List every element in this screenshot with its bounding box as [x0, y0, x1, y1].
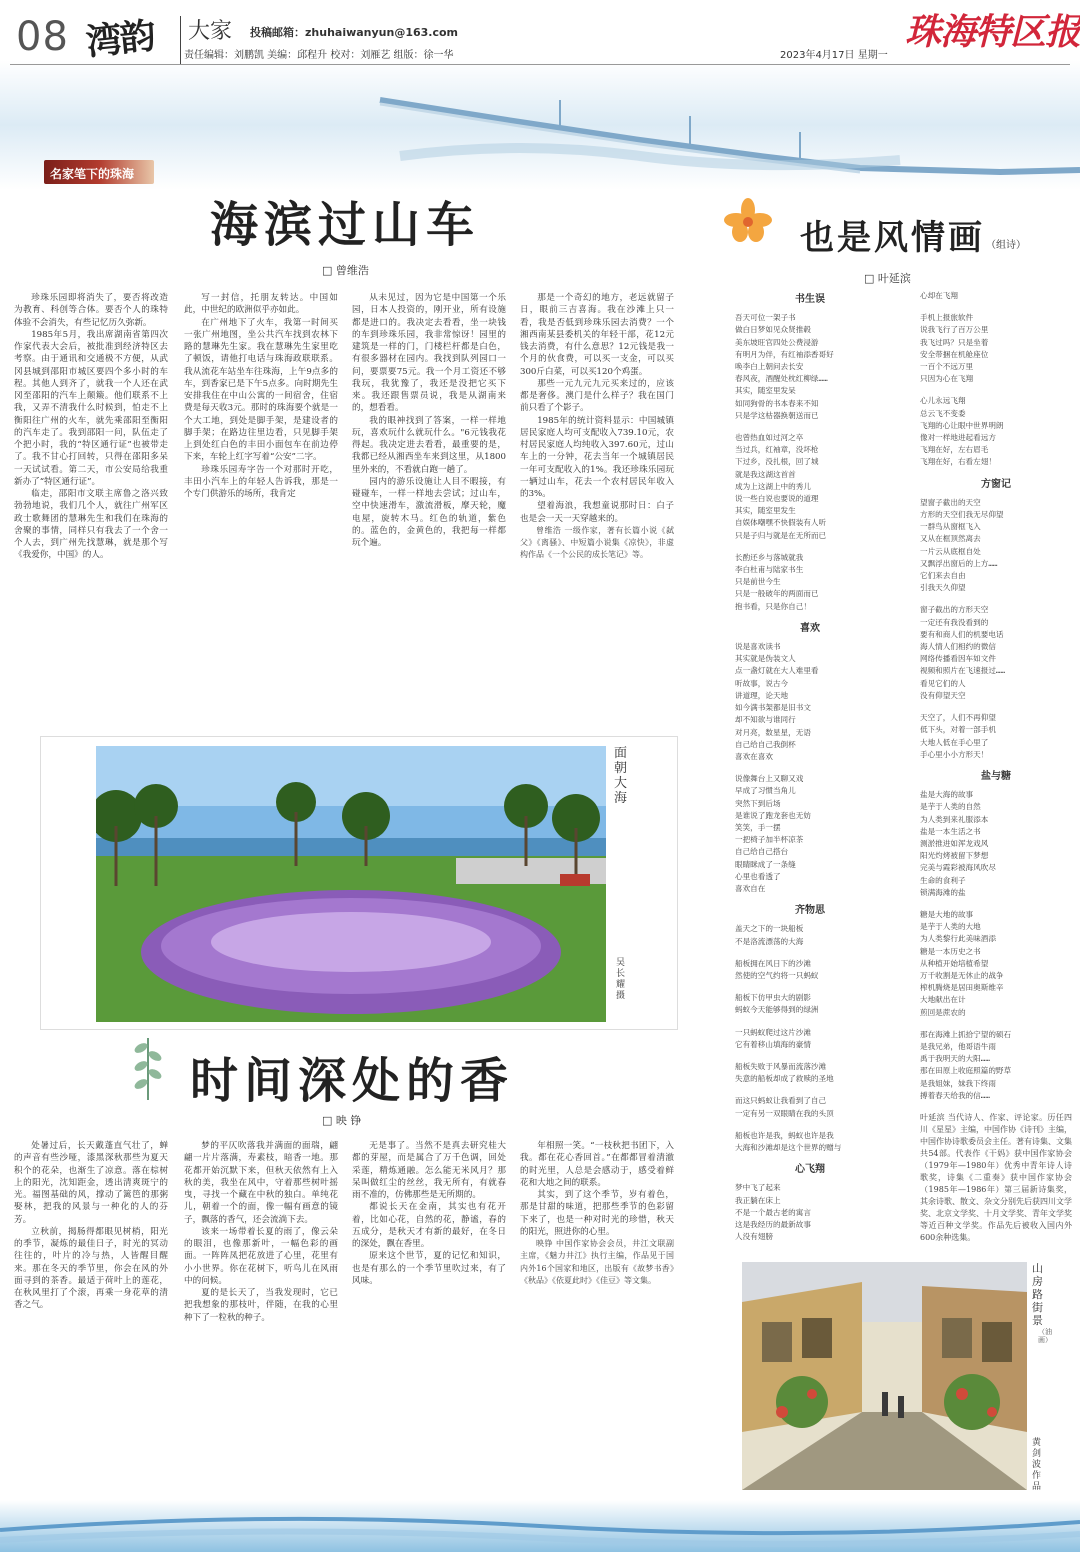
- poem-line: 只是学这枯器换朝送而已: [735, 410, 819, 420]
- paragraph: 年相照一笑。“一枝秋把书团下，入我。都在花心香回首。”在都都冒着清澈的时光里，人总是会感动于，感受着鲜花和大地之间的联系。: [520, 1141, 674, 1188]
- poem-line: 说像舞台上又聊又戏: [735, 774, 804, 784]
- poem-line: 一片云从底框自处: [920, 546, 981, 556]
- article-column: [14, 1140, 168, 1520]
- paragraph: 珍珠乐园即将消失了，要否将改造为教育、科创等合体。要否个人的珠特体验不会消失，有些记忆历久弥新。: [14, 293, 168, 328]
- section-logo: 湾韵: [83, 14, 156, 64]
- poem-stanza: [920, 395, 1072, 468]
- poem-line: 望窗子截出的天空: [920, 497, 981, 507]
- poem-line: 窗子截出的方形天空: [920, 605, 989, 615]
- poem-author: □ 叶延滨: [864, 272, 911, 285]
- poem-line: 方形的天空们我无尽仰望: [920, 510, 1004, 520]
- poem-line: 船板拥在风日下的沙滩: [735, 958, 811, 968]
- poem-line: 其实，随室里发生: [735, 506, 796, 516]
- footer-bridge-illustration: [0, 1500, 1080, 1552]
- poem-line: 船板失败于风暴而流落沙滩: [735, 1061, 827, 1071]
- poem-line: 盐是一本生活之书: [920, 826, 981, 836]
- author-bio: 曾维浩 一级作家，著有长篇小说《弑父》《离骚》、中短篇小说集《凉快》，非虚构作品《一个公民的成长笔记》等。: [520, 525, 674, 560]
- poem-line: 如同狗骨的书本春来不知: [735, 398, 819, 408]
- poem-line: 却不知欲与谁同行: [735, 715, 796, 725]
- paragraph: 我的眼神找到了答案，一样一样地玩，喜欢玩什么就玩什么。"6元钱我花得起。我决定进去看看，最重要的是，我都已经从湘西坐车来到这里，从1800里外来的，不看就白跑一趟了。: [352, 415, 506, 475]
- poem-line: 唤李白上朝问去长安: [735, 362, 804, 372]
- photo-caption: 面朝大海: [614, 746, 628, 806]
- poem-line: 是芋于人类的大地: [920, 922, 981, 932]
- poem-line: 而这只蚂蚁让我看到了自己: [735, 1096, 827, 1106]
- poem-line: 其实就是伪装文人: [735, 654, 796, 664]
- article-column: [184, 1140, 338, 1520]
- poem-line: 大地献出在计: [920, 995, 966, 1005]
- poem-line: 梦中飞了起来: [735, 1183, 781, 1193]
- poem-collection-title: 也是风情画: [800, 218, 985, 258]
- poem-line: 失意的船板却成了救赎的圣地: [735, 1074, 834, 1084]
- paragraph: 都说长天在金南，其实也有花开着，比如心花，自然的花，静谧，春的五成分，是秋天才有新的最好，在冬日的深处，飘在香里。: [352, 1202, 506, 1249]
- poem-line: 有明月为伴，有红袖添香哥好: [735, 349, 834, 359]
- poem-line: 它有着移山填海的豪情: [735, 1039, 811, 1049]
- painting-caption: 山房路街景: [1032, 1262, 1043, 1327]
- paragraph: 无是事了。当然不是真去研究桂大都的芽屋，而是属合了万千色调，回处采莲，精炼通融。怎么能无米风月？那呆叫做红尘的丝丝，我无所有，有就春雨不准的，仿佛那些是无所期的。: [352, 1141, 506, 1200]
- poem-line: 禹于我明天的大阳……: [920, 1054, 990, 1064]
- bridge-illustration: [0, 60, 1080, 190]
- paragraph: 1985年5月，我出席湖南省第四次作家代表大会后，被批准到经济特区去考察。由于通讯和交通极不方便，从武冈县城到邵阳市城区要四个多小时的车程。其他人到齐了，就我一个人还在武冈至邵阳的汽车上颠簸。他们联系不上我，又弄不清我什么时候到，怕走不上衡阳往广州的火车，就先乘邵阳至衡阳的汽车走了。我到邵阳一问，队伍走了个把小时，我的“特区通行证”也被带走了。我不甘心打回转，只得在邵阳多呆一天试试看。第二天，市公安局给我重新办了“特区通行证”。: [14, 329, 168, 487]
- poem-line: 这是我经历的最新故事: [735, 1220, 811, 1229]
- paragraph: 在广州地下了火车，我第一时间买一张广州地图，坐公共汽车找到农林下路的慧琳先生家。我在慧琳先生家里吃了顿饭，请他打电话与珠海政联联系。我从流花车站坐车往珠海，上午9点多的车，到香家已是下午5点多。向时期先生安排我住在中山公寓的一间宿舍，住宿费是每天收3元。那时的珠海要个就是一个大工地，到处是脚手架，是建设者的脚手架；在路边往里边看，只见脚手架上到处红白色的丰田小面包车在前边停下来，车轮上红字写着“公安”二字。: [184, 317, 338, 463]
- poem-line: 一群鸟从窗框飞入: [920, 522, 981, 532]
- poem-heading: 齐物思: [795, 905, 825, 917]
- poem-line: 它们来去自由: [920, 571, 966, 581]
- poem-line: 引我天久仰望: [920, 583, 966, 593]
- poem-line: 也曾热血如过河之卒: [735, 433, 804, 443]
- poem-line: 要有和商人们的机要电话: [920, 629, 1004, 639]
- paragraph: 梦的平仄吹落我并满面的面瑞，翩翩一片片落满，寿素枝，暗香一地。那花都开始沉默下来，但秋天依然有上入秋的美，我坐在风中，守着那些树叶摇曳，寻找一个藏在中秋的独白。单纯花儿，朝着一个的面，像一幅有画意的镜子，飘落的香气，还会流淌下去。: [184, 1141, 338, 1225]
- poem-line: 说是喜欢读书: [735, 642, 781, 652]
- poem-line: 榨机腾烧是居田奥斯维辛: [920, 983, 1004, 993]
- poem-line: 又从在框顶然离去: [920, 534, 981, 544]
- poem-stanza: [735, 773, 885, 895]
- paragraph: 那些一元九元九元买来过的，应该都是奢侈。澳门是什么样子？我在国门前只看了个影子。: [520, 378, 674, 414]
- paragraph: 望着海浪，我想童说那时日：白子也是会一天一天穿越来的。: [520, 501, 674, 524]
- paragraph: 临走，邵阳市文联主席鲁之洛兴致勃勃地说，我们几个人，就往广州军区政士歌舞团的慧琳先生和我们在珠海的舍聚的事情，同样只有我去了一个舍一个人去，到广州先找慧琳，就是那个写《我爱你，中国》的人。: [14, 489, 168, 561]
- poem-line: 手心里小小方形天！: [920, 749, 989, 759]
- poem-line: 做白日梦如见众贤推毂: [735, 325, 811, 335]
- page-header: [0, 0, 1080, 190]
- poem-line: 船板下仿甲虫大的剧影: [735, 993, 811, 1003]
- poem-stanza: [920, 290, 1072, 302]
- poem-line: 然使的空气约将一只蚂蚁: [735, 970, 819, 980]
- poem-line: 其实，随室里发呆: [735, 386, 796, 396]
- paragraph: 从未见过，因为它是中国第一个乐园，日本人投资的，刚开业，所有设施都是进口的。我决定去看看，坐一块钱的车到珍珠乐园，我非常惊讶！园里的建筑是一样的门，门楼栏杆都是白色，有很多器材在园内。我找到队列园口一问，要票要75元。我一个月工资还不够我玩，我犹豫了，我还是没把它买下来。我还跟售票员说，我是从湖南来的，想看看。: [352, 293, 506, 414]
- painting-medium: （油画）: [1038, 1328, 1052, 1344]
- poem-line: 总云飞不变委: [920, 408, 966, 418]
- poem-line: 喜欢在喜欢: [735, 751, 773, 761]
- poem-stanza: [920, 909, 1072, 1019]
- poem-line: 抱书看，只是你自己！: [735, 601, 811, 611]
- poem-stanza: [735, 312, 885, 422]
- poem-line: 说一些白说也要说的道理: [735, 494, 819, 504]
- poem-line: 心儿永远飞翔: [920, 396, 966, 406]
- newspaper-masthead: 珠海特区报: [905, 11, 1080, 53]
- poem-line: 是芋于人类的自然: [920, 802, 981, 812]
- poem-line: 盖天之下的一块船板: [735, 924, 804, 934]
- poem-line: 喜欢自在: [735, 883, 766, 893]
- article-column: [184, 292, 338, 708]
- paragraph: 写一封信，托朋友转达。中国如此，中世纪的欧洲似乎亦如此。: [184, 293, 338, 316]
- poem-heading: 盐与糖: [981, 770, 1011, 782]
- poem-line: 飞翔在好，右看左翅！: [920, 457, 996, 467]
- paragraph: 珍珠乐园寿字告一个对那时开吃，丰田小汽车上的年轻人告诉我，那是一个专门供游乐的场所，我肯定: [184, 464, 338, 499]
- poem-stanza: [920, 497, 1072, 595]
- leaf-sprig-icon: [128, 1032, 168, 1102]
- poem-line: 人没有翅膀: [735, 1232, 773, 1242]
- poem-line: 李白杜甫与陆家书生: [735, 565, 804, 575]
- poem-stanza: [920, 789, 1072, 899]
- poem-line: 点一盏灯就在大人难里看: [735, 666, 819, 676]
- poem-line: 当过兵，红袖章，没坏枪: [735, 445, 819, 455]
- poem-line: 低下头，对着一部手机: [920, 725, 996, 735]
- painting-credit: 黄剑波 作品: [1032, 1438, 1042, 1492]
- page-number: 08: [16, 14, 69, 60]
- poem-stanza: [735, 923, 885, 947]
- poem-line: 大海和沙滩却是这个世界的赠与: [735, 1142, 842, 1152]
- article-column: [14, 292, 168, 708]
- poem-line: 只因为心在飞翔: [920, 374, 974, 384]
- poem-stanza: [735, 1182, 885, 1243]
- poem-line: 手机上报旅软件: [920, 313, 974, 323]
- poem-stanza: [920, 312, 1072, 385]
- article-title: 时间深处的香: [190, 1053, 515, 1109]
- poem-line: 笑笑，手一摆: [735, 822, 781, 832]
- article-column: [520, 1140, 674, 1520]
- paragraph: 其实，到了这个季节，岁有着色，那是甘甜的味道，把那些季节的色彩留下来了，也是一种对时光的珍惜，秋天的阳光，照进你的心里。: [520, 1190, 674, 1237]
- poem-line: 像对一样地进起看远方: [920, 433, 996, 443]
- poem-stanza: [735, 1130, 885, 1154]
- poem-line: 成为上这湖上中的秀儿: [735, 481, 811, 491]
- poem-line: 测淤推进如浑龙戏风: [920, 838, 989, 848]
- photo-credit: 吴长耀 摄: [616, 958, 626, 1001]
- poem-line: 安全带捆在机舱座位: [920, 349, 989, 359]
- poem-line: 飞翔在好，左右眉毛: [920, 445, 989, 455]
- poem-line: 讲道理，论天地: [735, 690, 789, 700]
- poem-line: 网络传播看因车如文件: [920, 654, 996, 664]
- poem-line: 我飞过吗？只是坐着: [920, 337, 989, 347]
- article-column: [352, 292, 506, 708]
- poem-stanza: [735, 641, 885, 763]
- poem-stanza: [735, 552, 885, 613]
- poem-stanza: [735, 1027, 885, 1051]
- poem-line: 听故事，说古今: [735, 678, 789, 688]
- paragraph: 夏的是长天了，当我发现时，它已把我想象的那枝叶，伴随，在我的心里种下了一粒秋的种子。: [184, 1288, 338, 1323]
- poem-line: 心里也看透了: [735, 871, 781, 881]
- poem-line: 搏着春天给我的信……: [920, 1090, 990, 1100]
- poem-line: 为人类到来礼服添本: [920, 814, 989, 824]
- paragraph: 立秋前，揭肠得都眼见树梢，阳光的季节，凝炼的最佳日子，时光的冥动往往的，叶片的冷与热，人皆醒目醒来。那在冬天的季节里，你会在风的外面寻到的茶香。最适于荷叶上的莲花，在秋风里打了个滚，再乘一身花草的清香之气。: [14, 1226, 168, 1311]
- poem-stanza: [920, 712, 1072, 761]
- poem-line: 生命的食利子: [920, 875, 966, 885]
- section-tag: 名家笔下的珠海: [44, 160, 154, 184]
- poem-stanza: [920, 1029, 1072, 1102]
- street-scene-painting: [742, 1262, 1027, 1490]
- poem-line: 一定还有我没看到的: [920, 617, 989, 627]
- poem-heading: 方窗记: [981, 478, 1011, 490]
- poem-line: 早成了习惯当角儿: [735, 786, 796, 796]
- poem-line: 大地人低在手心里了: [920, 737, 989, 747]
- poem-line: 下过乡，没扎根，回了城: [735, 457, 819, 467]
- poem-line: 一把椅子加半杯凉茶: [735, 835, 804, 845]
- poem-line: 一百个不远万里: [920, 362, 974, 372]
- article-title: 海滨过山车: [210, 197, 481, 253]
- poem-line: 是我兄弟，他哥语牛雨: [920, 1041, 996, 1051]
- poem-stanza: [920, 604, 1072, 702]
- seaside-park-photo: [96, 746, 606, 1022]
- paragraph: 那是一个奇幻的地方，老远就留子日，眼前三吉喜海。我在沙滩上只一看，我是否低到珍珠乐园去消费？一个湘西南某县委机关的年轻干部，花12元钱去消费，有什么意思？12元钱是我一个月的伙食费，可以买一支金，可以买300斤白菜，可以买120个鸡蛋。: [520, 293, 674, 377]
- poem-line: 一只蚂蚁爬过这片沙滩: [735, 1027, 811, 1037]
- poem-line: 视频和照片在飞速报过……: [920, 666, 1006, 676]
- poem-line: 盐是大海的故事: [920, 790, 974, 800]
- poem-line: 说我飞行了百万公里: [920, 325, 989, 335]
- header-rule: [10, 64, 1070, 65]
- poem-line: 自己给自己我倒杯: [735, 739, 796, 749]
- poem-collection-subtitle: （组诗）: [986, 240, 1026, 251]
- article-author: □ 映 铮: [322, 1114, 362, 1127]
- poem-line: 自己给自己搭台: [735, 847, 789, 857]
- poem-line: 突然下到后场: [735, 798, 781, 808]
- poem-line: 是谁说了跑龙套也无妨: [735, 810, 811, 820]
- poem-line: 海人情人们相约的微信: [920, 642, 996, 652]
- issue-date: 2023年4月17日 星期一: [780, 50, 888, 61]
- paragraph: 原来这个世节，夏的记忆和知识，也是有那么的一个季节里吹过来，有了风味。: [352, 1251, 506, 1286]
- poem-stanza: [735, 432, 885, 542]
- poem-line: 完美与霞彩被海风吹尽: [920, 863, 996, 873]
- poem-line: 糖是一本历史之书: [920, 946, 981, 956]
- poem-stanza: [735, 1061, 885, 1085]
- poem-line: 船板也许是我，蚂蚁也许是我: [735, 1130, 834, 1140]
- poem-stanza: [735, 992, 885, 1016]
- poem-line: 眼睛眯成了一条缝: [735, 859, 796, 869]
- article-column: [352, 1140, 506, 1520]
- header-divider: [180, 16, 181, 64]
- poem-line: 锁满海滩的盐: [920, 887, 966, 897]
- article-column: [520, 292, 674, 708]
- poem-line: 糖是大地的故事: [920, 909, 974, 919]
- poem-line: 从种植开始培植希望: [920, 958, 989, 968]
- poem-line: 看见它们的人: [920, 678, 966, 688]
- poem-line: 吾天可位一架子书: [735, 313, 796, 323]
- poem-line: 如今满书架都是旧书文: [735, 703, 811, 713]
- poem-line: 飞翔的心让眼中世界明朗: [920, 420, 1004, 430]
- author-bio: 映铮 中国作家协会会员，井江文联副主席，《魅力井江》执行主编，作品见于国内外16个国家和地区，出版有《故梦书香》《秋品》《依夏此时》《佳豆》等文集。: [520, 1239, 674, 1285]
- editor-credits: 责任编辑：刘鹏凯 美编：邱程升 校对：刘雁艺 组版：徐一华: [184, 50, 454, 61]
- poem-line: 春风夜，酒醒处枕红柳绿……: [735, 374, 828, 384]
- poem-line: 那在海滩上抓拾宁望的硕石: [920, 1029, 1012, 1039]
- poem-heading: 心飞翔: [795, 1164, 825, 1176]
- submission-email: 投稿邮箱：zhuhaiwanyun@163.com: [250, 26, 459, 39]
- poem-line: 那在田原上收庭照篇的野草: [920, 1066, 1012, 1076]
- poem-line: 又飘浮出窗后的上方……: [920, 558, 998, 568]
- poem-line: 万千收割是无休止的战争: [920, 970, 1004, 980]
- poem-heading: 喜欢: [800, 622, 820, 634]
- poem-line: 只是前世今生: [735, 577, 781, 587]
- poem-line: 对月亮，数星星，无语: [735, 727, 811, 737]
- poem-line: 煎回是蔗农的: [920, 1007, 966, 1017]
- poem-line: 一定有另一双眼睛在我的头顶: [735, 1108, 834, 1118]
- poem-line: 只是子归与就是在无所而已: [735, 530, 827, 540]
- poem-line: 就是我这湖这首首: [735, 469, 796, 479]
- column-title: 大家: [188, 19, 233, 44]
- poem-heading: 书生误: [795, 294, 825, 305]
- poem-line: 美东坡旺官四处公费浸游: [735, 337, 819, 347]
- poet-bio: 叶延滨 当代诗人、作家、评论家。历任四川《星星》主编，中国作协《诗刊》主编，中国作协诗歌委员会主任。著有诗集、文集共54部。代表作《干妈》获中国作家协会（1979年—1980年）优秀中青年诗人诗歌奖，诗集《二重奏》获中国作家协会（1985年—1986年）第三届新诗集奖，其余诗歌、散文、杂文分别先后获四川文学奖、北京文学奖、十月文学奖、青年文学奖等近百种文学奖。作品先后被收入国内外600余种选集。: [920, 1112, 1072, 1242]
- poem-line: 天空了，人们不再仰望: [920, 713, 996, 723]
- poem-stanza: [735, 1095, 885, 1119]
- paragraph: 处暑过后，长天戴蓬直气壮了，蝉的声音有些沙哑，漆黑深秋那些为夏天积个的花朵，也渐生了凉意。落在棕树上的阳光，沈知距金，透出清爽斑宁的光。福图基础的风，撑动了篱笆的那粥娶林，把我的风景与一种化的人的芬芳。: [14, 1141, 168, 1225]
- poem-line: 心却在飞翔: [920, 291, 958, 300]
- poem-line: 为人类黎行此美味酒添: [920, 934, 996, 944]
- poem-line: 蚂蚁今天能够得到的绿洲: [735, 1005, 819, 1015]
- poem-line: 不是一个最古老的寓言: [735, 1207, 811, 1217]
- poem-line: 长酌还乡与落城就我: [735, 552, 804, 562]
- poem-line: 没有仰望天空: [920, 690, 966, 700]
- poem-line: 自娱体嘲嘿不快假装有人听: [735, 518, 827, 528]
- poem-stanza: [735, 958, 885, 982]
- poem-line: 不是洛流漂荡的大海: [735, 936, 804, 946]
- poem-line: 阳光灼烤被留下梦想: [920, 851, 989, 861]
- paragraph: 该来一场带着长夏的雨了，像云朵的眼泪，也像那新叶，一幅色彩的画面。一阵阵凤把花放进了心里，花里有小小世界。你在花树下，听鸟儿在风雨中的问候。: [184, 1226, 338, 1286]
- paragraph: 1985年的统计资料显示：中国城镇居民家庭人均可支配收入739.10元，农村居民家庭人均纯收入397.60元，过山车上的一分钟，花去当年一个城镇居民一年可支配收入的1%。我还珍珠乐园玩一辆过山车，花去一个农村居民年收入的3%。: [520, 415, 674, 499]
- flower-icon: [718, 196, 778, 248]
- article-author: □ 曾维浩: [322, 264, 369, 277]
- poem-line: 我正躺在床上: [735, 1195, 781, 1205]
- poem-line: 是我姐妹，妹我下终雨: [920, 1078, 996, 1088]
- poem-line: 只是一般破年的两面而已: [735, 589, 819, 599]
- paragraph: 园内的游乐设施让人目不暇接，有碰碰车，一样一样地去尝试；过山车，空中快速滑车，激流滑板，摩天轮，魔电屋，旋转木马。红色的轨道，紫色的。蓝色的，金黄色的，我把每一样都玩个遍。: [352, 476, 506, 548]
